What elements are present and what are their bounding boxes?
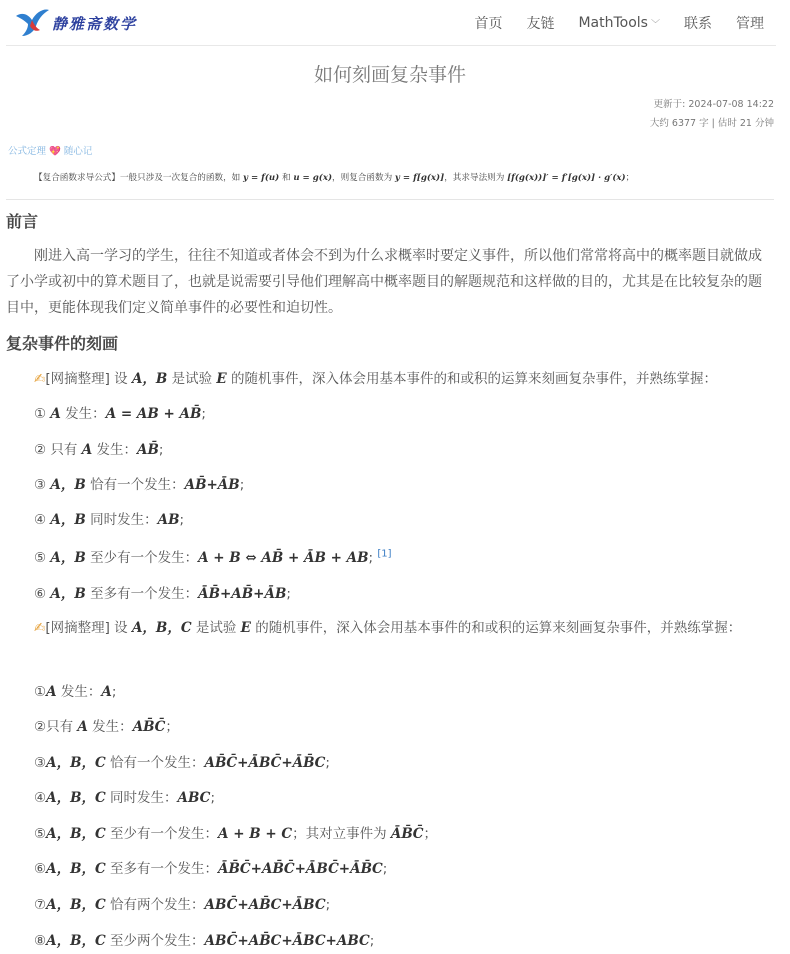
math-expr: A，B	[50, 586, 86, 602]
heart-icon: 💖	[49, 146, 61, 157]
math-expr: A，B，C	[46, 861, 106, 877]
summary-text: ；	[625, 173, 635, 183]
item-number: ①	[34, 406, 47, 422]
item-number: ⑥	[34, 861, 47, 877]
list-item	[34, 473, 244, 493]
summary-text: ，其求导法则为	[444, 173, 508, 183]
math-expr: A，B，C	[46, 826, 106, 842]
text: 发生：	[87, 719, 133, 735]
text: ;	[210, 790, 215, 806]
text: 恰有一个发生：	[85, 477, 185, 493]
math-expr: ABC̄+AB̄C+ĀBC	[204, 897, 326, 913]
item-number: ⑥	[34, 586, 47, 602]
list-item	[34, 402, 206, 422]
math-expr: ĀB̄C̄	[390, 826, 424, 842]
list-item	[34, 857, 387, 877]
text: ;	[158, 442, 164, 458]
math-expr: E	[216, 371, 227, 387]
text: 发生：	[56, 684, 102, 700]
divider	[6, 199, 774, 200]
article-title: 如何刻画复杂事件	[313, 64, 466, 86]
item-number: ⑤	[34, 550, 47, 566]
article-summary	[34, 171, 634, 183]
text: 的随机事件，深入体会用基本事件的和或积的运算来刻画复杂事件，并熟练掌握：	[250, 620, 742, 636]
list-item	[34, 822, 437, 842]
text: ；	[165, 719, 179, 735]
text: ;	[382, 861, 388, 877]
text: ;	[111, 684, 117, 700]
block2-intro	[6, 616, 774, 641]
writing-hand-icon: ✍	[34, 371, 46, 387]
tag-list	[8, 143, 92, 157]
item-number: ③	[34, 477, 47, 493]
footnote-link[interactable]: [1]	[377, 548, 392, 560]
text: 发生：	[60, 406, 106, 422]
math-expr: ĀB̄+AB̄+ĀB	[198, 586, 287, 602]
math-expr: A = AB + AB̄	[105, 406, 202, 422]
item-number: ⑧	[34, 933, 47, 949]
math-expr: A，B，C	[46, 790, 106, 806]
math-expr: AB̄+ĀB	[184, 477, 240, 493]
math-expr: A，B，C	[131, 620, 192, 636]
text: [网摘整理] 设	[45, 371, 132, 387]
chevron-down-icon: ﹀	[650, 19, 660, 30]
list-item	[34, 751, 330, 771]
text: ;	[325, 897, 331, 913]
bird-logo-icon	[14, 6, 50, 40]
math-expr: A + B ⇔ AB̄ + ĀB + AB	[198, 550, 369, 566]
math-expr: A	[81, 442, 93, 458]
text: 恰有两个发生：	[105, 897, 205, 913]
list-item	[34, 438, 163, 458]
math-expr: AB̄C̄+ĀBC̄+ĀB̄C	[204, 755, 326, 771]
text: 是试验	[191, 620, 241, 636]
math-expr: A，B，C	[46, 933, 106, 949]
reading-stats: 大约 6377 字 | 估时 21 分钟	[649, 118, 774, 129]
text: ;	[201, 406, 206, 422]
item-number: ③	[34, 755, 47, 771]
math-expr: ABC̄+AB̄C+ĀBC+ABC	[204, 933, 370, 949]
math-expr: AB̄	[136, 442, 159, 458]
text: ;	[369, 933, 375, 949]
text: 至多有一个发生：	[105, 861, 219, 877]
nav-contact[interactable]: 联系	[684, 16, 712, 32]
item-number: ②	[34, 442, 47, 458]
intro-paragraph: 刚进入高一学习的学生，往往不知道或者体会不到为什么求概率时要定义事件，所以他们常常将高中的概率题目就做成了小学或初中的算术题目了，也就是说需要引导他们理解高中概率题目的解题规范和这样做的目的，尤其是在比较复杂的题目中，更能体现我们定义简单事件的必要性和迫切性。	[6, 248, 762, 316]
text: ;	[286, 586, 291, 602]
math-expr: A	[50, 406, 61, 422]
text: 的随机事件，深入体会用基本事件的和或积的运算来刻画复杂事件，并熟练掌握：	[226, 371, 718, 387]
item-number: ⑤	[34, 826, 47, 842]
text: ；其对立事件为	[292, 826, 391, 842]
math-expr: AB̄C̄	[132, 719, 166, 735]
tag-formula[interactable]: 公式定理	[8, 146, 47, 157]
math-expr: ĀB̄C̄+AB̄C̄+ĀBC̄+ĀB̄C	[218, 861, 383, 877]
math-expr: E	[240, 620, 251, 636]
text: ;	[239, 477, 245, 493]
updated-time: 更新于: 2024-07-08 14:22	[653, 99, 774, 110]
item-number: ⑦	[34, 897, 47, 913]
item-number: ②	[34, 719, 47, 735]
math-expr: A，B	[131, 371, 168, 387]
summary-text: ，则复合函数为	[332, 173, 395, 183]
text: 至多有一个发生：	[85, 586, 199, 602]
text: 是试验	[167, 371, 217, 387]
list-item	[34, 715, 179, 735]
text: 至少有一个发生：	[85, 550, 199, 566]
math-expr: A	[101, 684, 112, 700]
item-number: ①	[34, 684, 47, 700]
list-item	[34, 508, 184, 528]
math-expr: A + B + C	[218, 826, 293, 842]
math-expr: u = g(x)	[293, 173, 333, 183]
writing-hand-icon: ✍	[34, 620, 46, 636]
tag-notes[interactable]: 随心记	[63, 146, 93, 157]
list-item	[34, 893, 330, 913]
math-expr: y = f[g(x)]	[394, 173, 445, 183]
text: 恰有一个发生：	[105, 755, 205, 771]
list-item	[34, 680, 116, 700]
math-expr: A，B，C	[46, 755, 106, 771]
text: 同时发生：	[85, 512, 158, 528]
nav-menu	[450, 0, 764, 46]
summary-text: 【复合函数求导公式】一般只涉及一次复合的函数，如	[34, 173, 243, 183]
text: 至少有一个发生：	[105, 826, 219, 842]
text: ;	[179, 512, 185, 528]
math-expr: ABC	[177, 790, 211, 806]
math-expr: y = f(u)	[242, 173, 280, 183]
list-item	[34, 786, 215, 806]
nav-links[interactable]: 友链	[526, 16, 555, 32]
math-expr: A，B	[50, 512, 86, 528]
math-expr: A，B	[50, 550, 86, 566]
top-navbar	[6, 0, 776, 46]
text: 至少两个发生：	[105, 933, 205, 949]
nav-mathtools-label: MathTools	[578, 15, 648, 31]
list-item	[34, 929, 374, 949]
text: 只有	[46, 442, 82, 458]
section-heading-intro: 前言	[6, 212, 39, 231]
nav-admin[interactable]: 管理	[736, 16, 764, 32]
site-logo[interactable]	[14, 4, 154, 42]
item-number: ④	[34, 790, 47, 806]
list-item	[34, 582, 291, 602]
nav-mathtools[interactable]	[578, 15, 660, 31]
list-item	[34, 546, 392, 566]
math-expr: AB	[157, 512, 180, 528]
text: 只有	[46, 719, 78, 735]
logo-text: 静雅斋数学	[52, 14, 138, 33]
text: 同时发生：	[105, 790, 178, 806]
math-expr: [f(g(x))]′ = f′[g(x)] · g′(x)	[507, 173, 626, 183]
block1-intro	[34, 367, 717, 387]
text: 发生：	[92, 442, 137, 458]
math-expr: A，B	[50, 477, 86, 493]
summary-text: 和	[279, 173, 294, 183]
text: [网摘整理] 设	[45, 620, 132, 636]
math-expr: A	[46, 684, 57, 700]
text: ;	[325, 755, 330, 771]
text: ;	[368, 550, 374, 566]
section-heading-complex: 复杂事件的刻画	[6, 334, 119, 353]
item-number: ④	[34, 512, 47, 528]
math-expr: A	[77, 719, 88, 735]
math-expr: A，B，C	[46, 897, 106, 913]
text: ；	[423, 826, 438, 842]
nav-home[interactable]: 首页	[474, 16, 503, 32]
